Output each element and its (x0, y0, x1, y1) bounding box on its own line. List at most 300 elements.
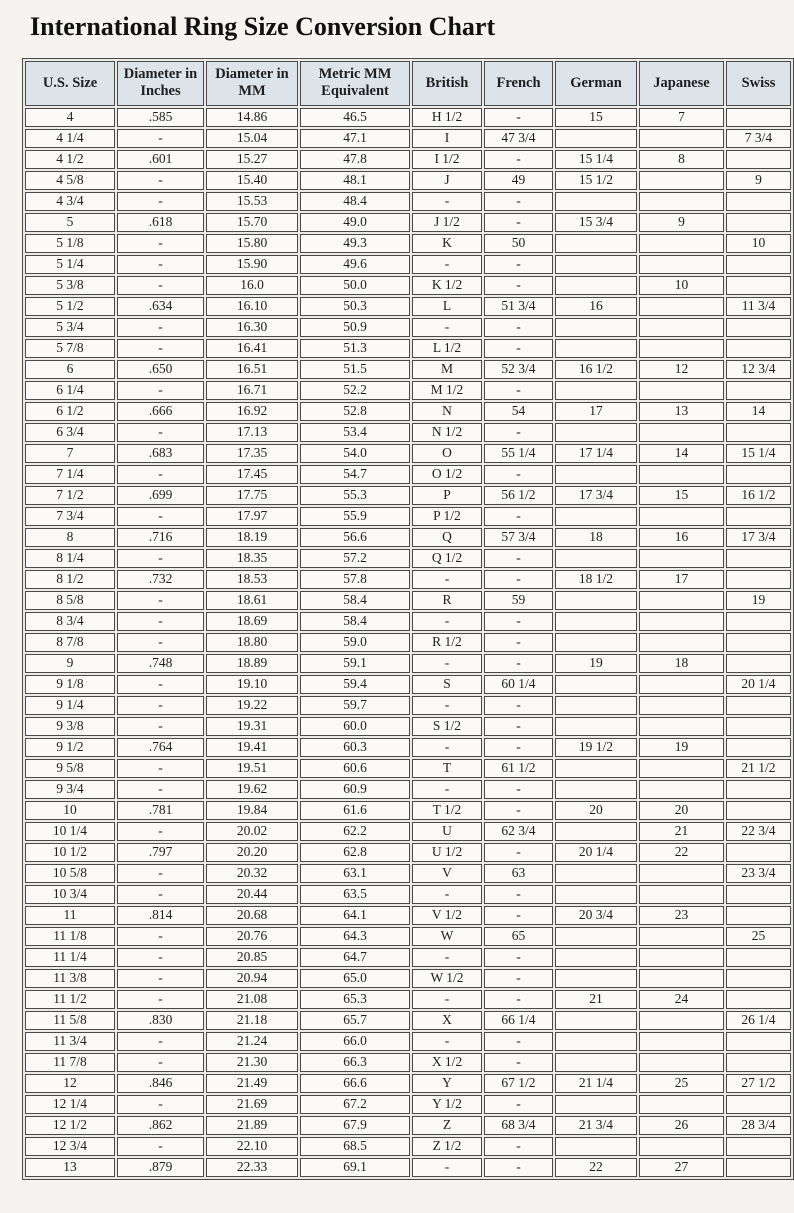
table-cell: .797 (117, 843, 204, 862)
table-cell: 56 1/2 (484, 486, 553, 505)
table-cell: - (117, 381, 204, 400)
table-cell: U (412, 822, 482, 841)
table-row (25, 1053, 791, 1072)
table-cell (726, 843, 791, 862)
table-cell: 10 3/4 (25, 885, 115, 904)
table-cell: - (484, 1158, 553, 1177)
table-row (25, 654, 791, 673)
table-cell: 17.97 (206, 507, 298, 526)
table-cell (726, 465, 791, 484)
table-row (25, 171, 791, 190)
table-header (25, 61, 791, 106)
table-cell: .683 (117, 444, 204, 463)
table-cell: 4 1/4 (25, 129, 115, 148)
table-cell: 48.4 (300, 192, 410, 211)
table-cell: 23 3/4 (726, 864, 791, 883)
table-cell: .699 (117, 486, 204, 505)
table-cell: 20.20 (206, 843, 298, 862)
table-cell: 22 (555, 1158, 637, 1177)
table-cell: - (484, 717, 553, 736)
table-cell: 49.3 (300, 234, 410, 253)
table-cell: 68 3/4 (484, 1116, 553, 1135)
table-cell: 4 1/2 (25, 150, 115, 169)
table-cell (555, 633, 637, 652)
table-cell (639, 507, 724, 526)
table-cell: - (484, 192, 553, 211)
table-cell: - (484, 906, 553, 925)
table-cell: O (412, 444, 482, 463)
table-cell: 12 1/2 (25, 1116, 115, 1135)
table-cell: 18 (555, 528, 637, 547)
table-cell: 20 1/4 (555, 843, 637, 862)
table-cell: - (412, 1158, 482, 1177)
table-cell: T 1/2 (412, 801, 482, 820)
table-cell (726, 885, 791, 904)
table-cell: - (117, 129, 204, 148)
table-cell: .716 (117, 528, 204, 547)
table-cell (639, 969, 724, 988)
table-cell: 18.19 (206, 528, 298, 547)
table-cell: 64.3 (300, 927, 410, 946)
table-cell: 10 (25, 801, 115, 820)
table-cell: 65 (484, 927, 553, 946)
table-cell: 7 (25, 444, 115, 463)
table-row (25, 612, 791, 631)
table-cell: 60.0 (300, 717, 410, 736)
table-cell: 21.24 (206, 1032, 298, 1051)
table-cell: 10 1/4 (25, 822, 115, 841)
table-cell: - (484, 549, 553, 568)
table-cell: - (117, 192, 204, 211)
table-cell: 15 3/4 (555, 213, 637, 232)
table-cell: 56.6 (300, 528, 410, 547)
table-cell: 26 (639, 1116, 724, 1135)
table-cell (555, 885, 637, 904)
table-cell: 14.86 (206, 108, 298, 127)
table-row (25, 927, 791, 946)
table-cell: 49.0 (300, 213, 410, 232)
table-cell: - (117, 696, 204, 715)
table-cell: 21 3/4 (555, 1116, 637, 1135)
table-cell: 18 (639, 654, 724, 673)
table-cell: 11 (25, 906, 115, 925)
table-cell: K 1/2 (412, 276, 482, 295)
table-cell (726, 1137, 791, 1156)
table-cell (726, 612, 791, 631)
table-cell: L 1/2 (412, 339, 482, 358)
table-cell: 12 3/4 (25, 1137, 115, 1156)
table-cell (555, 339, 637, 358)
table-cell: 50.0 (300, 276, 410, 295)
table-cell: - (117, 717, 204, 736)
table-cell: 25 (726, 927, 791, 946)
table-row (25, 276, 791, 295)
table-cell (726, 633, 791, 652)
table-cell: Z 1/2 (412, 1137, 482, 1156)
table-cell (726, 1158, 791, 1177)
table-cell: - (117, 1032, 204, 1051)
table-cell: - (412, 255, 482, 274)
table-cell: - (117, 591, 204, 610)
table-row (25, 381, 791, 400)
table-cell: - (484, 507, 553, 526)
table-cell: - (412, 990, 482, 1009)
table-cell: 28 3/4 (726, 1116, 791, 1135)
table-cell: 21 1/2 (726, 759, 791, 778)
table-cell: 26 1/4 (726, 1011, 791, 1030)
table-cell: 19 (726, 591, 791, 610)
table-cell: J (412, 171, 482, 190)
table-cell: 11 3/4 (25, 1032, 115, 1051)
table-cell: 9 (639, 213, 724, 232)
table-cell: - (117, 885, 204, 904)
table-cell: 57 3/4 (484, 528, 553, 547)
table-cell: 14 (639, 444, 724, 463)
table-cell: 16.10 (206, 297, 298, 316)
table-cell: 24 (639, 990, 724, 1009)
table-cell: 15 1/4 (555, 150, 637, 169)
table-cell: 18.53 (206, 570, 298, 589)
table-cell: - (484, 1053, 553, 1072)
table-row (25, 507, 791, 526)
table-cell: N (412, 402, 482, 421)
table-cell: 22.33 (206, 1158, 298, 1177)
table-cell: 11 1/4 (25, 948, 115, 967)
column-header: Swiss (726, 61, 791, 106)
table-cell (726, 423, 791, 442)
table-cell (726, 654, 791, 673)
table-cell: - (412, 780, 482, 799)
table-row (25, 213, 791, 232)
table-row (25, 843, 791, 862)
table-cell: 20 (555, 801, 637, 820)
table-cell (726, 381, 791, 400)
table-cell: 61 1/2 (484, 759, 553, 778)
table-cell: - (117, 1137, 204, 1156)
table-cell: - (412, 696, 482, 715)
table-row (25, 570, 791, 589)
table-cell: 68.5 (300, 1137, 410, 1156)
table-cell: 17 1/4 (555, 444, 637, 463)
table-cell (555, 129, 637, 148)
table-cell: 15 (639, 486, 724, 505)
table-cell (726, 801, 791, 820)
table-row (25, 549, 791, 568)
table-cell: 52 3/4 (484, 360, 553, 379)
table-cell (726, 318, 791, 337)
table-cell: 21.18 (206, 1011, 298, 1030)
table-cell: 17 (555, 402, 637, 421)
table-cell: S 1/2 (412, 717, 482, 736)
table-cell: - (484, 1032, 553, 1051)
table-cell: 66 1/4 (484, 1011, 553, 1030)
table-cell: Y (412, 1074, 482, 1093)
table-row (25, 360, 791, 379)
table-cell: - (484, 255, 553, 274)
table-cell: 4 (25, 108, 115, 127)
table-cell: 49 (484, 171, 553, 190)
table-cell: 25 (639, 1074, 724, 1093)
table-cell (726, 570, 791, 589)
column-header: German (555, 61, 637, 106)
table-cell: 19.31 (206, 717, 298, 736)
table-cell: - (412, 1032, 482, 1051)
table-cell: 52.2 (300, 381, 410, 400)
table-cell: 17.75 (206, 486, 298, 505)
table-cell: - (117, 255, 204, 274)
table-cell: 9 (25, 654, 115, 673)
table-cell: 21.30 (206, 1053, 298, 1072)
table-cell (639, 864, 724, 883)
column-header: Japanese (639, 61, 724, 106)
table-cell (639, 759, 724, 778)
table-cell: P (412, 486, 482, 505)
table-cell: - (412, 948, 482, 967)
table-cell: 17.35 (206, 444, 298, 463)
table-cell: X (412, 1011, 482, 1030)
table-cell (555, 1095, 637, 1114)
table-cell: 15.53 (206, 192, 298, 211)
table-cell (726, 150, 791, 169)
table-cell (639, 591, 724, 610)
table-cell: 10 1/2 (25, 843, 115, 862)
table-cell: 59 (484, 591, 553, 610)
table-cell: 19.41 (206, 738, 298, 757)
table-cell: 15 1/2 (555, 171, 637, 190)
table-cell (639, 948, 724, 967)
column-header: French (484, 61, 553, 106)
table-cell: - (484, 738, 553, 757)
table-cell (639, 297, 724, 316)
table-cell (555, 1032, 637, 1051)
table-row (25, 129, 791, 148)
table-cell (639, 1032, 724, 1051)
table-cell: 17 (639, 570, 724, 589)
table-cell: 54.7 (300, 465, 410, 484)
table-cell (639, 885, 724, 904)
table-cell: .618 (117, 213, 204, 232)
table-cell: S (412, 675, 482, 694)
table-cell: 18.61 (206, 591, 298, 610)
table-cell (555, 927, 637, 946)
table-cell: - (117, 423, 204, 442)
table-row (25, 318, 791, 337)
table-cell (555, 192, 637, 211)
table-cell: 15.40 (206, 171, 298, 190)
table-row (25, 192, 791, 211)
table-cell: K (412, 234, 482, 253)
table-cell (726, 969, 791, 988)
table-cell: - (117, 1095, 204, 1114)
table-cell (639, 423, 724, 442)
table-cell: - (484, 801, 553, 820)
header-row (25, 61, 791, 106)
table-cell: I (412, 129, 482, 148)
table-cell (726, 1095, 791, 1114)
table-cell: 7 1/4 (25, 465, 115, 484)
table-cell: 19 1/2 (555, 738, 637, 757)
table-cell: 66.3 (300, 1053, 410, 1072)
column-header: Metric MM Equivalent (300, 61, 410, 106)
table-cell: - (484, 276, 553, 295)
table-cell (726, 906, 791, 925)
table-cell (639, 234, 724, 253)
table-cell: 60.6 (300, 759, 410, 778)
table-cell: 47.1 (300, 129, 410, 148)
table-cell: 17.45 (206, 465, 298, 484)
table-cell: - (117, 276, 204, 295)
table-cell: 21 (555, 990, 637, 1009)
table-cell: 19.22 (206, 696, 298, 715)
table-cell: 7 3/4 (25, 507, 115, 526)
table-cell: - (117, 318, 204, 337)
table-cell: - (484, 969, 553, 988)
table-cell (555, 423, 637, 442)
table-cell: 21 1/4 (555, 1074, 637, 1093)
table-cell: 9 (726, 171, 791, 190)
table-cell: 57.8 (300, 570, 410, 589)
table-cell: 59.0 (300, 633, 410, 652)
table-cell: P 1/2 (412, 507, 482, 526)
column-header: Diameter in MM (206, 61, 298, 106)
table-cell: - (484, 108, 553, 127)
table-cell: Q 1/2 (412, 549, 482, 568)
table-cell: - (484, 780, 553, 799)
table-cell: 60 1/4 (484, 675, 553, 694)
table-cell: 21.89 (206, 1116, 298, 1135)
table-cell: Y 1/2 (412, 1095, 482, 1114)
table-cell: - (484, 990, 553, 1009)
table-cell: .846 (117, 1074, 204, 1093)
table-cell: - (117, 612, 204, 631)
table-cell: 62.2 (300, 822, 410, 841)
table-cell (726, 213, 791, 232)
table-cell (555, 507, 637, 526)
table-cell: 60.3 (300, 738, 410, 757)
table-cell: 8 5/8 (25, 591, 115, 610)
table-cell (555, 717, 637, 736)
column-header: British (412, 61, 482, 106)
table-row (25, 234, 791, 253)
table-cell: 6 (25, 360, 115, 379)
table-cell (639, 192, 724, 211)
table-cell: 4 5/8 (25, 171, 115, 190)
table-row (25, 339, 791, 358)
table-cell: 12 3/4 (726, 360, 791, 379)
table-cell (639, 1095, 724, 1114)
table-cell: 15 1/4 (726, 444, 791, 463)
table-row (25, 1074, 791, 1093)
table-cell: - (484, 843, 553, 862)
table-cell: 22 3/4 (726, 822, 791, 841)
table-cell (639, 1137, 724, 1156)
table-row (25, 528, 791, 547)
table-cell: 54 (484, 402, 553, 421)
table-cell: 6 1/2 (25, 402, 115, 421)
table-cell: 4 3/4 (25, 192, 115, 211)
table-cell: 62.8 (300, 843, 410, 862)
table-cell: 9 1/2 (25, 738, 115, 757)
table-cell (726, 549, 791, 568)
table-cell: - (117, 780, 204, 799)
table-cell: 55 1/4 (484, 444, 553, 463)
table-cell: .666 (117, 402, 204, 421)
table-cell (726, 738, 791, 757)
table-cell: .748 (117, 654, 204, 673)
table-cell: 9 1/8 (25, 675, 115, 694)
table-cell: .764 (117, 738, 204, 757)
table-cell: 55.3 (300, 486, 410, 505)
table-cell: 50.9 (300, 318, 410, 337)
table-cell: U 1/2 (412, 843, 482, 862)
table-cell: 57.2 (300, 549, 410, 568)
table-cell: 53.4 (300, 423, 410, 442)
table-cell: 67 1/2 (484, 1074, 553, 1093)
table-cell: 5 7/8 (25, 339, 115, 358)
table-cell (555, 696, 637, 715)
table-cell: 20 3/4 (555, 906, 637, 925)
table-cell: 5 3/8 (25, 276, 115, 295)
table-cell: 7 (639, 108, 724, 127)
table-cell: 11 7/8 (25, 1053, 115, 1072)
table-cell: T (412, 759, 482, 778)
table-cell (726, 1032, 791, 1051)
table-cell (555, 864, 637, 883)
table-cell: .830 (117, 1011, 204, 1030)
table-cell: 16.92 (206, 402, 298, 421)
table-cell: 54.0 (300, 444, 410, 463)
table-cell: 22.10 (206, 1137, 298, 1156)
table-cell: 15.04 (206, 129, 298, 148)
table-cell: 12 1/4 (25, 1095, 115, 1114)
column-header: Diameter in Inches (117, 61, 204, 106)
table-cell: 67.9 (300, 1116, 410, 1135)
table-cell: 5 1/2 (25, 297, 115, 316)
table-row (25, 1032, 791, 1051)
table-cell: 5 (25, 213, 115, 232)
table-cell: 19.84 (206, 801, 298, 820)
table-cell (555, 465, 637, 484)
table-cell: W 1/2 (412, 969, 482, 988)
table-cell (726, 717, 791, 736)
table-row (25, 465, 791, 484)
table-row (25, 1011, 791, 1030)
table-cell (555, 1011, 637, 1030)
table-cell: - (412, 738, 482, 757)
table-cell (726, 507, 791, 526)
table-row (25, 402, 791, 421)
table-cell: 9 1/4 (25, 696, 115, 715)
table-cell: - (484, 633, 553, 652)
table-cell (726, 108, 791, 127)
table-cell: - (117, 549, 204, 568)
table-cell: 16 (639, 528, 724, 547)
table-cell: 47 3/4 (484, 129, 553, 148)
table-row (25, 591, 791, 610)
table-row (25, 297, 791, 316)
table-cell: 9 3/8 (25, 717, 115, 736)
table-cell: J 1/2 (412, 213, 482, 232)
table-cell (639, 171, 724, 190)
table-cell: - (484, 465, 553, 484)
table-cell: 9 5/8 (25, 759, 115, 778)
table-cell: 63 (484, 864, 553, 883)
table-cell: .585 (117, 108, 204, 127)
table-cell: 61.6 (300, 801, 410, 820)
table-cell: 20.02 (206, 822, 298, 841)
table-cell (726, 780, 791, 799)
table-cell: - (412, 885, 482, 904)
